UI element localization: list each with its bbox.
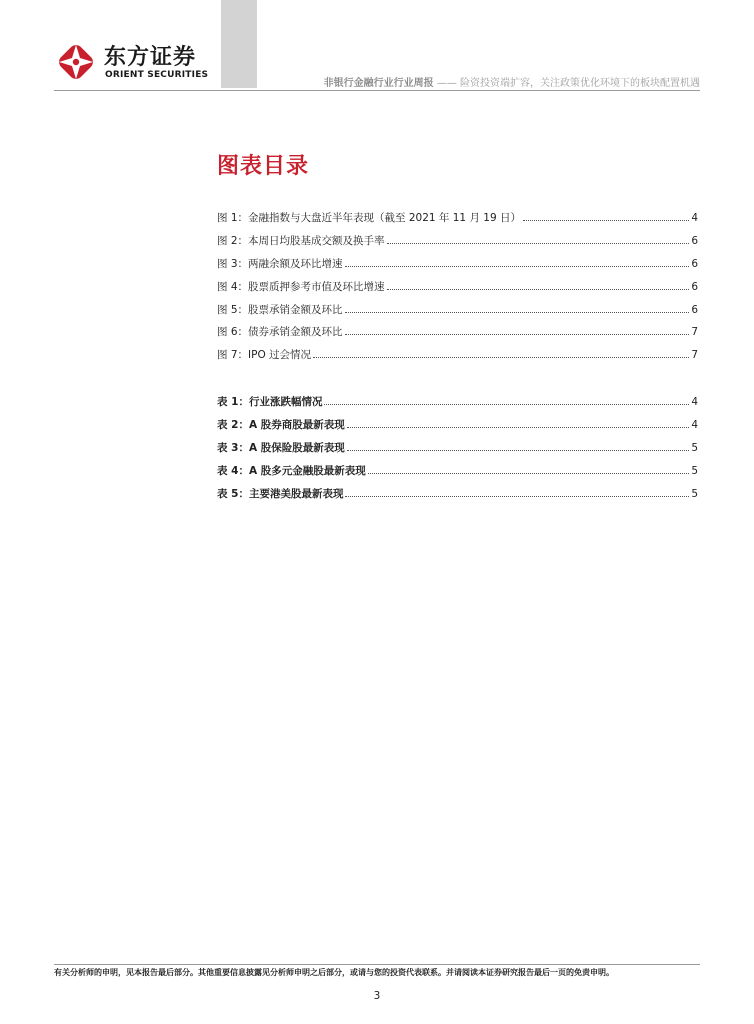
toc-entry-label: 表 3：A 股保险股最新表现 (217, 441, 345, 454)
figures-list (217, 210, 698, 370)
toc-entry-label: 图 5：股票承销金额及环比 (217, 303, 343, 316)
toc-entry-page: 6 (691, 280, 698, 293)
toc-entry-label: 图 2：本周日均股基成交额及换手率 (217, 234, 385, 247)
dot-leader (345, 266, 690, 267)
toc-entry-page: 4 (691, 396, 698, 408)
dot-leader (313, 357, 689, 358)
toc-entry-figure-3[interactable] (217, 256, 698, 279)
dot-leader (324, 404, 689, 405)
toc-entry-figure-2[interactable] (217, 233, 698, 256)
toc-entry-table-4[interactable] (217, 463, 698, 486)
toc-entry-page: 6 (691, 303, 698, 316)
toc-entry-page: 4 (691, 212, 698, 224)
report-type: 非银行金融行业行业周报 (323, 78, 434, 89)
toc-entry-page: 5 (691, 464, 698, 477)
toc-entry-label: 表 5：主要港美股最新表现 (217, 487, 344, 500)
toc-entry-page: 5 (691, 487, 698, 500)
report-subtitle: —— 险资投资端扩容，关注政策优化环境下的板块配置机遇 (436, 78, 700, 89)
toc-entry-table-3[interactable] (217, 440, 698, 463)
logo-chinese-name: 东方证券 (104, 45, 197, 70)
toc-entry-page: 4 (691, 418, 698, 431)
dot-leader (345, 334, 690, 335)
dot-leader (387, 243, 690, 244)
dot-leader (368, 473, 690, 474)
dot-leader (345, 496, 689, 497)
orient-securities-logo (54, 40, 224, 90)
dot-leader (345, 312, 690, 313)
logo-english-name: ORIENT SECURITIES (105, 70, 209, 80)
logo-mark-icon (54, 40, 98, 84)
toc-entry-label: 图 1：金融指数与大盘近半年表现（截至 2021 年 11 月 19 日） (217, 212, 521, 224)
dot-leader (347, 427, 690, 428)
toc-entry-label: 表 1：行业涨跌幅情况 (217, 396, 323, 408)
toc-entry-label: 图 7：IPO 过会情况 (217, 349, 312, 362)
toc-entry-label: 图 3：两融余额及环比增速 (217, 257, 343, 270)
toc-entry-label: 表 2：A 股券商股最新表现 (217, 418, 345, 431)
toc-entry-figure-4[interactable] (217, 279, 698, 302)
footer-disclaimer: 有关分析师的申明，见本报告最后部分。其他重要信息披露见分析师申明之后部分，或请与您的投资代表联系。并请阅读本证券研究报告最后一页的免责申明。 (54, 968, 614, 977)
dot-leader (347, 450, 690, 451)
report-header-title (324, 74, 700, 89)
toc-entry-table-5[interactable] (217, 486, 698, 509)
toc-entry-page: 5 (691, 441, 698, 454)
dot-leader (387, 289, 690, 290)
toc-entry-figure-5[interactable] (217, 302, 698, 325)
toc-entry-label: 图 4：股票质押参考市值及环比增速 (217, 280, 385, 293)
page-number: 3 (373, 990, 381, 1002)
toc-entry-page: 7 (691, 349, 698, 362)
toc-entry-page: 7 (691, 326, 698, 339)
tables-list (217, 394, 698, 508)
footer-divider (54, 964, 700, 965)
toc-heading: 图表目录 (217, 154, 310, 179)
toc-entry-figure-6[interactable] (217, 324, 698, 347)
toc-entry-label: 图 6：债券承销金额及环比 (217, 326, 343, 339)
dot-leader (523, 220, 689, 221)
toc-entry-label: 表 4：A 股多元金融股最新表现 (217, 464, 366, 477)
header-divider (54, 90, 700, 91)
toc-entry-figure-1[interactable] (217, 210, 698, 233)
toc-entry-table-2[interactable] (217, 417, 698, 440)
toc-entry-figure-7[interactable] (217, 347, 698, 370)
toc-entry-table-1[interactable] (217, 394, 698, 417)
toc-entry-page: 6 (691, 257, 698, 270)
header-decor-band (221, 0, 257, 88)
toc-entry-page: 6 (691, 234, 698, 247)
